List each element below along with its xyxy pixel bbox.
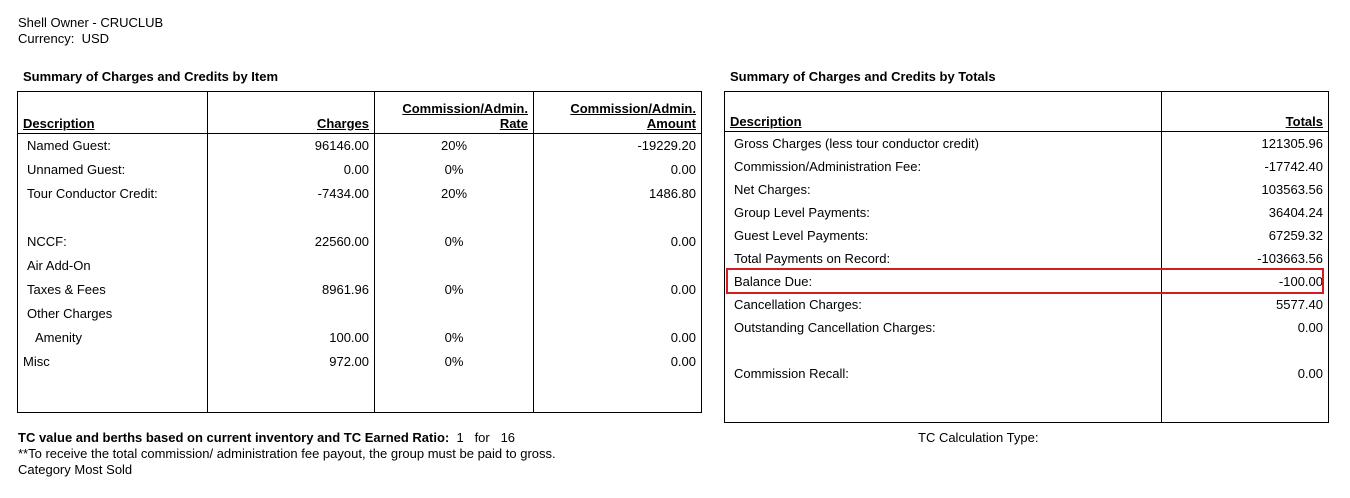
tc-ratio-b: 16: [500, 430, 516, 445]
table-row: Guest Level Payments: 67259.32: [725, 224, 1329, 247]
items-table: [17, 91, 702, 413]
table-row: [18, 206, 702, 230]
table-row: Group Level Payments: 36404.24: [725, 201, 1329, 224]
currency-label: Currency:: [18, 31, 75, 46]
table-row: Outstanding Cancellation Charges: 0.00: [725, 316, 1329, 339]
table-row: NCCF: 22560.00 0% 0.00: [18, 230, 702, 254]
category-most-sold: Category Most Sold: [18, 462, 133, 477]
tc-calc-type-label: TC Calculation Type:: [918, 430, 1039, 445]
items-table-header: [18, 92, 702, 134]
tc-line: [18, 430, 515, 446]
currency-line: [18, 31, 109, 47]
col-rate: Commission/Admin. Rate: [375, 92, 534, 134]
col-amount: Commission/Admin. Amount: [534, 92, 702, 134]
table-row: Other Charges: [18, 301, 702, 325]
tc-ratio-for: for: [474, 430, 490, 445]
currency-value: USD: [81, 31, 110, 46]
tc-label: TC value and berths based on current inventory and TC Earned Ratio:: [18, 430, 450, 445]
balance-due-highlight: [726, 268, 1324, 294]
totals-section-title: Summary of Charges and Credits by Totals: [730, 69, 996, 84]
col-description: Description: [725, 92, 1162, 132]
table-row: Air Add-On: [18, 254, 702, 278]
table-row: Commission Recall: 0.00: [725, 362, 1329, 385]
table-row: Cancellation Charges: 5577.40: [725, 293, 1329, 316]
table-row: Misc 972.00 0% 0.00: [18, 349, 702, 373]
tc-ratio-a: 1: [456, 430, 464, 445]
table-row: Gross Charges (less tour conductor credit) 121305.96: [725, 132, 1329, 156]
table-row: [725, 339, 1329, 362]
items-section-title: Summary of Charges and Credits by Item: [23, 69, 279, 84]
table-row: Commission/Administration Fee: -17742.40: [725, 155, 1329, 178]
table-row: Unnamed Guest: 0.00 0% 0.00: [18, 158, 702, 182]
payout-note: **To receive the total commission/ administration fee payout, the group must be paid to gross.: [18, 446, 556, 461]
table-row: Total Payments on Record: -103663.56: [725, 247, 1329, 270]
table-row: Tour Conductor Credit: -7434.00 20% 1486.80: [18, 182, 702, 206]
totals-table: [724, 91, 1329, 423]
col-description: Description: [18, 92, 208, 134]
col-charges: Charges: [208, 92, 375, 134]
table-row: Named Guest: 96146.00 20% -19229.20: [18, 133, 702, 157]
shell-owner-label: Shell Owner - CRUCLUB: [18, 15, 164, 30]
table-row: Amenity 100.00 0% 0.00: [18, 325, 702, 349]
totals-table-header: [725, 92, 1329, 132]
col-totals: Totals: [1162, 92, 1329, 132]
balance-due-row: Balance Due: -100.00: [725, 270, 1329, 293]
table-row: Net Charges: 103563.56: [725, 178, 1329, 201]
table-row: Taxes & Fees 8961.96 0% 0.00: [18, 278, 702, 302]
